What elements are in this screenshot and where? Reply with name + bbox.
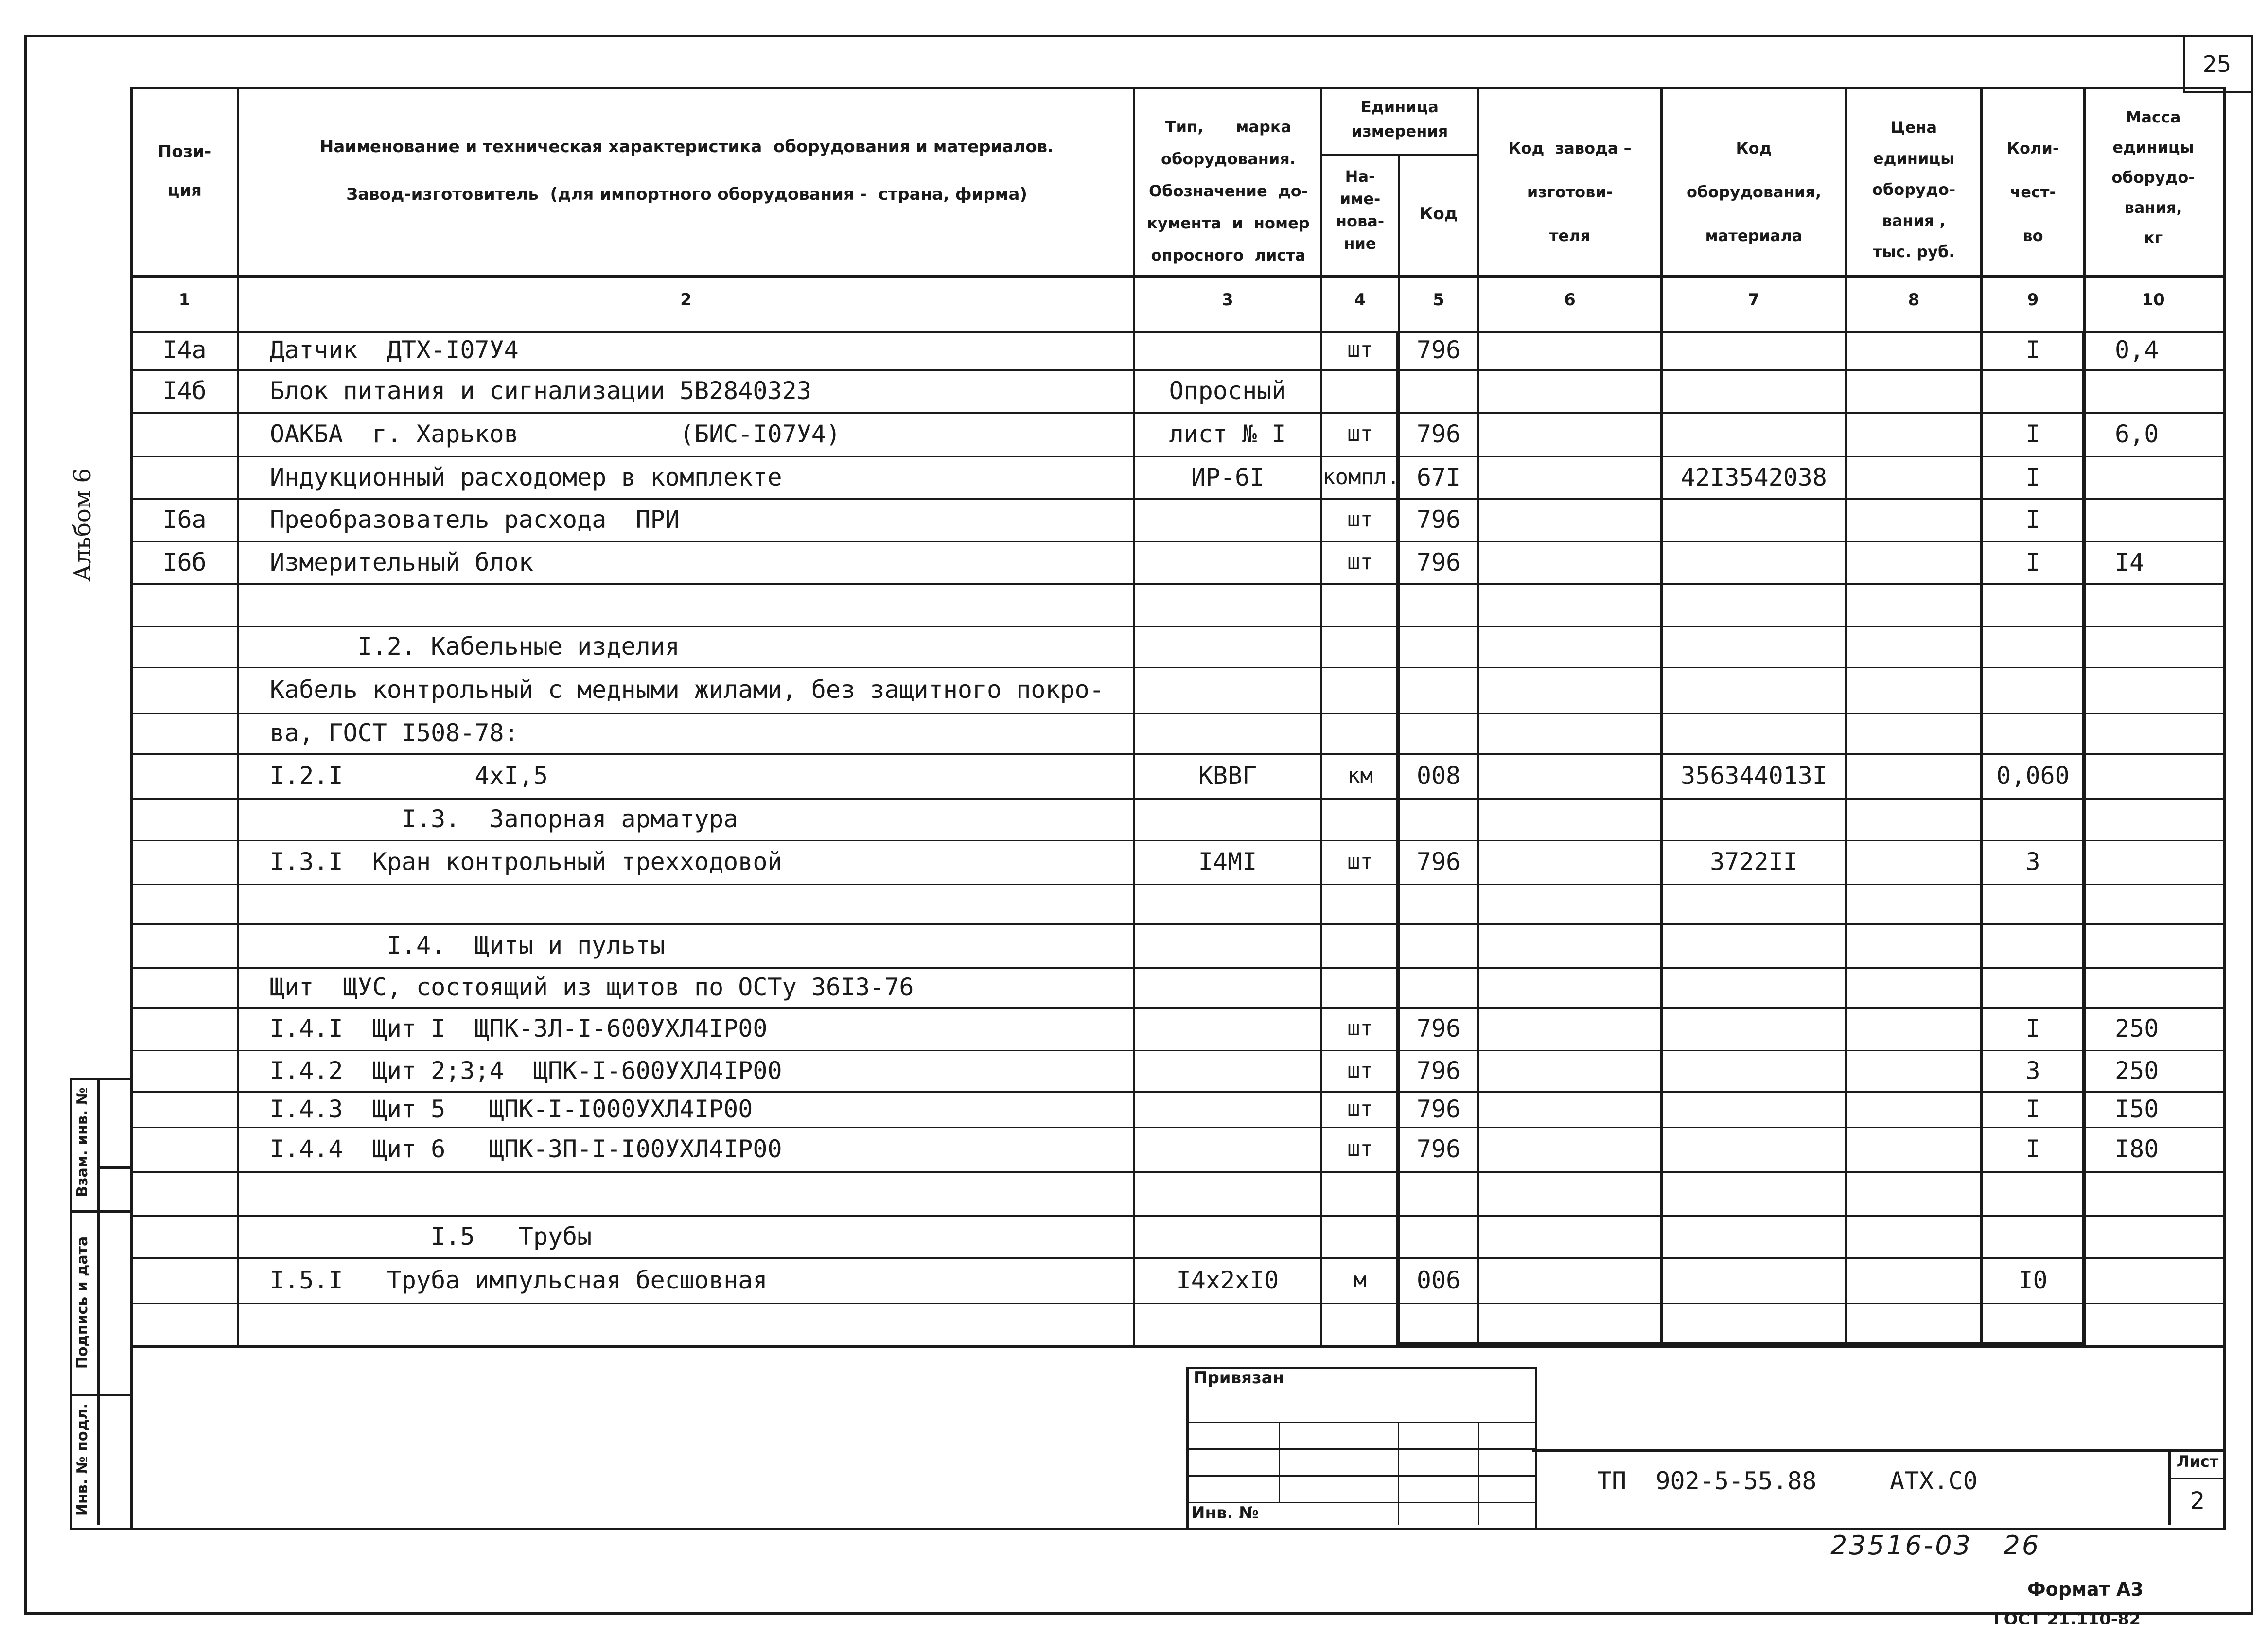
row-divider xyxy=(130,1303,2226,1304)
cell-name: I.3.I Кран контрольный трехходовой xyxy=(270,848,782,876)
cell-code: 796 xyxy=(1416,1135,1461,1163)
cell-code: 008 xyxy=(1416,762,1461,790)
cell-code: 796 xyxy=(1416,505,1461,534)
cell-qty: 3 xyxy=(2025,1057,2040,1085)
col-line-6 xyxy=(1660,87,1663,1345)
row-divider xyxy=(130,412,2226,414)
header-col5: Код xyxy=(1419,204,1458,224)
row-divider xyxy=(130,1257,2226,1259)
cell-name: I.4.3 Щит 5 ЩПК-I-I000УХЛ4IР00 xyxy=(270,1095,753,1123)
row-divider xyxy=(130,1050,2226,1051)
cell-qty: 3 xyxy=(2025,848,2040,876)
cell-unit: шт xyxy=(1347,507,1373,532)
doc-code: ТП 902-5-55.88 АТХ.С0 xyxy=(1597,1467,1978,1495)
header-col8: Цена единицы оборудо- вания , тыс. руб. xyxy=(1872,118,1956,261)
cell-code: 796 xyxy=(1416,1095,1461,1123)
body-bottom xyxy=(130,1345,2226,1348)
cell-pos: I6а xyxy=(162,505,207,534)
col-line-1 xyxy=(237,87,239,1345)
cell-unit: шт xyxy=(1347,849,1373,874)
privyazan-row-2 xyxy=(1186,1448,1535,1450)
cell-name: ОАКБА г. Харьков (БИС-I07У4) xyxy=(270,420,841,448)
list-label: Лист xyxy=(2176,1452,2219,1471)
header-col6: Код завода – изготови- теля xyxy=(1508,139,1632,245)
cell-mass: I50 xyxy=(2115,1095,2159,1123)
cell-unit: шт xyxy=(1347,1136,1373,1161)
cell-qty: I xyxy=(2025,1095,2040,1123)
row-divider xyxy=(130,798,2226,800)
row-divider xyxy=(130,967,2226,969)
row-divider xyxy=(130,884,2226,885)
cell-name: Кабель контрольный с медными жилами, без защитного покро- xyxy=(270,676,1104,704)
list-number: 2 xyxy=(2190,1487,2205,1514)
cell-unit: м xyxy=(1354,1268,1367,1292)
cell-eqcode: 3722II xyxy=(1710,848,1798,876)
stamp-vzam: Взам. инв. № xyxy=(74,1087,91,1197)
cell-name: I.2.I 4хI,5 xyxy=(270,762,548,790)
cell-name: Преобразователь расхода ПРИ xyxy=(270,505,680,534)
cell-name: I.3. Запорная арматура xyxy=(270,805,738,833)
row-divider xyxy=(130,1127,2226,1128)
colnum-7: 7 xyxy=(1748,290,1760,310)
cell-unit: шт xyxy=(1347,421,1373,446)
colnum-1: 1 xyxy=(178,290,191,310)
title-block-top xyxy=(1532,1449,2226,1452)
cell-mass: 0,4 xyxy=(2115,336,2159,364)
privyazan-col-1 xyxy=(1279,1422,1280,1502)
cell-name: Измерительный блок xyxy=(270,548,533,576)
cell-qty: I xyxy=(2025,505,2040,534)
row-divider xyxy=(130,840,2226,841)
column-number-divider xyxy=(130,331,2226,333)
cell-pos: I4а xyxy=(162,336,207,364)
inv-no-label: Инв. № xyxy=(1191,1503,1259,1523)
row-divider xyxy=(130,541,2226,542)
header-col7: Код оборудования, материала xyxy=(1687,139,1821,245)
cell-type: лист № I xyxy=(1169,420,1286,448)
colnum-4: 4 xyxy=(1354,290,1366,310)
cell-code: 006 xyxy=(1416,1266,1461,1294)
row-divider xyxy=(130,1091,2226,1093)
cell-code: 796 xyxy=(1416,336,1461,364)
header-col2-line2: Завод-изготовитель (для импортного оборудования - страна, фирма) xyxy=(346,185,1027,204)
cell-type: I4х2хI0 xyxy=(1176,1266,1279,1294)
row-divider xyxy=(130,1171,2226,1173)
cell-qty: I xyxy=(2025,336,2040,364)
colnum-3: 3 xyxy=(1222,290,1233,310)
colnum-9: 9 xyxy=(2027,290,2039,310)
cell-type: КВВГ xyxy=(1198,762,1257,790)
cell-code: 67I xyxy=(1416,463,1461,491)
cell-qty: 0,060 xyxy=(1996,762,2070,790)
cell-eqcode: 42I3542038 xyxy=(1680,463,1828,491)
cell-name: I.4.I Щит I ЩПК-3Л-I-600УХЛ4IР00 xyxy=(270,1014,768,1043)
header-col9: Коли- чест- во xyxy=(2006,139,2059,245)
gost-label: ГОСТ 21.110-82 xyxy=(1993,1610,2141,1624)
header-col3: Тип, марка оборудования. Обозначение до- кумента и номер опросного листа xyxy=(1147,118,1310,264)
unit-group-divider xyxy=(1320,154,1479,156)
header-col1: Пози- ция xyxy=(158,142,211,200)
header-unit-group: Единица измерения xyxy=(1351,98,1448,140)
cell-mass: I80 xyxy=(2115,1135,2159,1163)
row-divider xyxy=(130,1215,2226,1217)
header-col2-line1: Наименование и техническая характеристика оборудования и материалов. xyxy=(319,137,1054,157)
album-label: Альбом 6 xyxy=(69,468,96,582)
cell-name: I.4.4 Щит 6 ЩПК-3П-I-I00УХЛ4IР00 xyxy=(270,1135,782,1163)
cell-mass: I4 xyxy=(2115,548,2145,576)
row-divider xyxy=(130,923,2226,925)
colnum-6: 6 xyxy=(1564,290,1576,310)
cell-unit: шт xyxy=(1347,550,1373,574)
row-divider xyxy=(130,498,2226,500)
cell-pos: I4б xyxy=(162,377,207,405)
colnum-8: 8 xyxy=(1908,290,1920,310)
cell-qty: I xyxy=(2025,1014,2040,1043)
cell-unit: компл. xyxy=(1322,465,1400,489)
cell-mass: 250 xyxy=(2115,1014,2159,1043)
cell-name: Блок питания и сигнализации 5В2840323 xyxy=(270,377,811,405)
row-divider xyxy=(130,583,2226,585)
row-divider xyxy=(130,753,2226,755)
cell-name: Датчик ДТХ-I07У4 xyxy=(270,336,519,364)
title-block-list-sep xyxy=(2168,1478,2226,1479)
cell-qty: I xyxy=(2025,420,2040,448)
colnum-10: 10 xyxy=(2142,290,2165,310)
privyazan-col-3 xyxy=(1478,1422,1479,1525)
cell-eqcode: 35634401ЗI xyxy=(1680,762,1828,790)
cell-name: I.5.I Труба импульсная бесшовная xyxy=(270,1266,768,1294)
stamp-inner-line xyxy=(97,1078,100,1525)
cell-name: I.2. Кабельные изделия xyxy=(270,632,680,661)
row-divider xyxy=(130,713,2226,714)
stamp-podpis: Подпись и дата xyxy=(74,1236,91,1369)
handwritten-number: 23516-03 26 xyxy=(1830,1530,2041,1561)
cell-qty: I0 xyxy=(2018,1266,2048,1294)
cell-name: Щит ЩУС, состоящий из щитов по ОСТу 36I3-76 xyxy=(270,973,914,1001)
cell-unit: шт xyxy=(1347,337,1373,362)
colnum-5: 5 xyxy=(1433,290,1444,310)
row-divider xyxy=(130,456,2226,457)
cell-qty: I xyxy=(2025,548,2040,576)
row-divider xyxy=(130,1007,2226,1009)
cell-qty: I xyxy=(2025,1135,2040,1163)
cell-mass: 6,0 xyxy=(2115,420,2159,448)
cell-unit: шт xyxy=(1347,1058,1373,1083)
cell-name: I.4.2 Щит 2;3;4 ЩПК-I-600УХЛ4IР00 xyxy=(270,1057,782,1085)
cell-unit: км xyxy=(1347,763,1373,788)
privyazan-row-1 xyxy=(1186,1422,1535,1423)
format-label: Формат А3 xyxy=(2027,1579,2144,1600)
cell-code: 796 xyxy=(1416,420,1461,448)
col-line-7 xyxy=(1845,87,1847,1345)
header-col10: Масса единицы оборудо- вания, кг xyxy=(2111,108,2195,247)
cell-pos: I6б xyxy=(162,548,207,576)
privyazan-label: Привязан xyxy=(1194,1368,1284,1388)
privyazan-row-3 xyxy=(1186,1475,1535,1477)
cell-unit: шт xyxy=(1347,1096,1373,1121)
col-line-2 xyxy=(1133,87,1135,1345)
cell-mass: 250 xyxy=(2115,1057,2159,1085)
row-divider xyxy=(130,626,2226,627)
cell-unit: шт xyxy=(1347,1016,1373,1041)
cell-name: I.4. Щиты и пульты xyxy=(270,931,665,959)
header-col4: На- име- нова- ние xyxy=(1336,167,1385,253)
cell-code: 796 xyxy=(1416,848,1461,876)
cell-type: Опросный xyxy=(1169,377,1286,405)
page-number: 25 xyxy=(2202,51,2232,77)
cell-name: ва, ГОСТ I508-78: xyxy=(270,719,519,747)
row-divider xyxy=(130,369,2226,371)
cell-type: ИР-6I xyxy=(1191,463,1265,491)
cell-name: Индукционный расходомер в комплекте xyxy=(270,463,782,491)
cell-qty: I xyxy=(2025,463,2040,491)
cell-code: 796 xyxy=(1416,548,1461,576)
col-line-5 xyxy=(1477,87,1479,1345)
colnum-2: 2 xyxy=(680,290,692,310)
header-divider xyxy=(130,275,2226,278)
cell-type: I4МI xyxy=(1198,848,1257,876)
row-divider xyxy=(130,667,2226,668)
cell-code: 796 xyxy=(1416,1014,1461,1043)
stamp-sep-3 xyxy=(97,1166,130,1169)
cell-name: I.5 Трубы xyxy=(270,1222,592,1251)
stamp-inv: Инв. № подл. xyxy=(74,1403,91,1516)
cell-code: 796 xyxy=(1416,1057,1461,1085)
privyazan-col-2 xyxy=(1398,1422,1399,1525)
